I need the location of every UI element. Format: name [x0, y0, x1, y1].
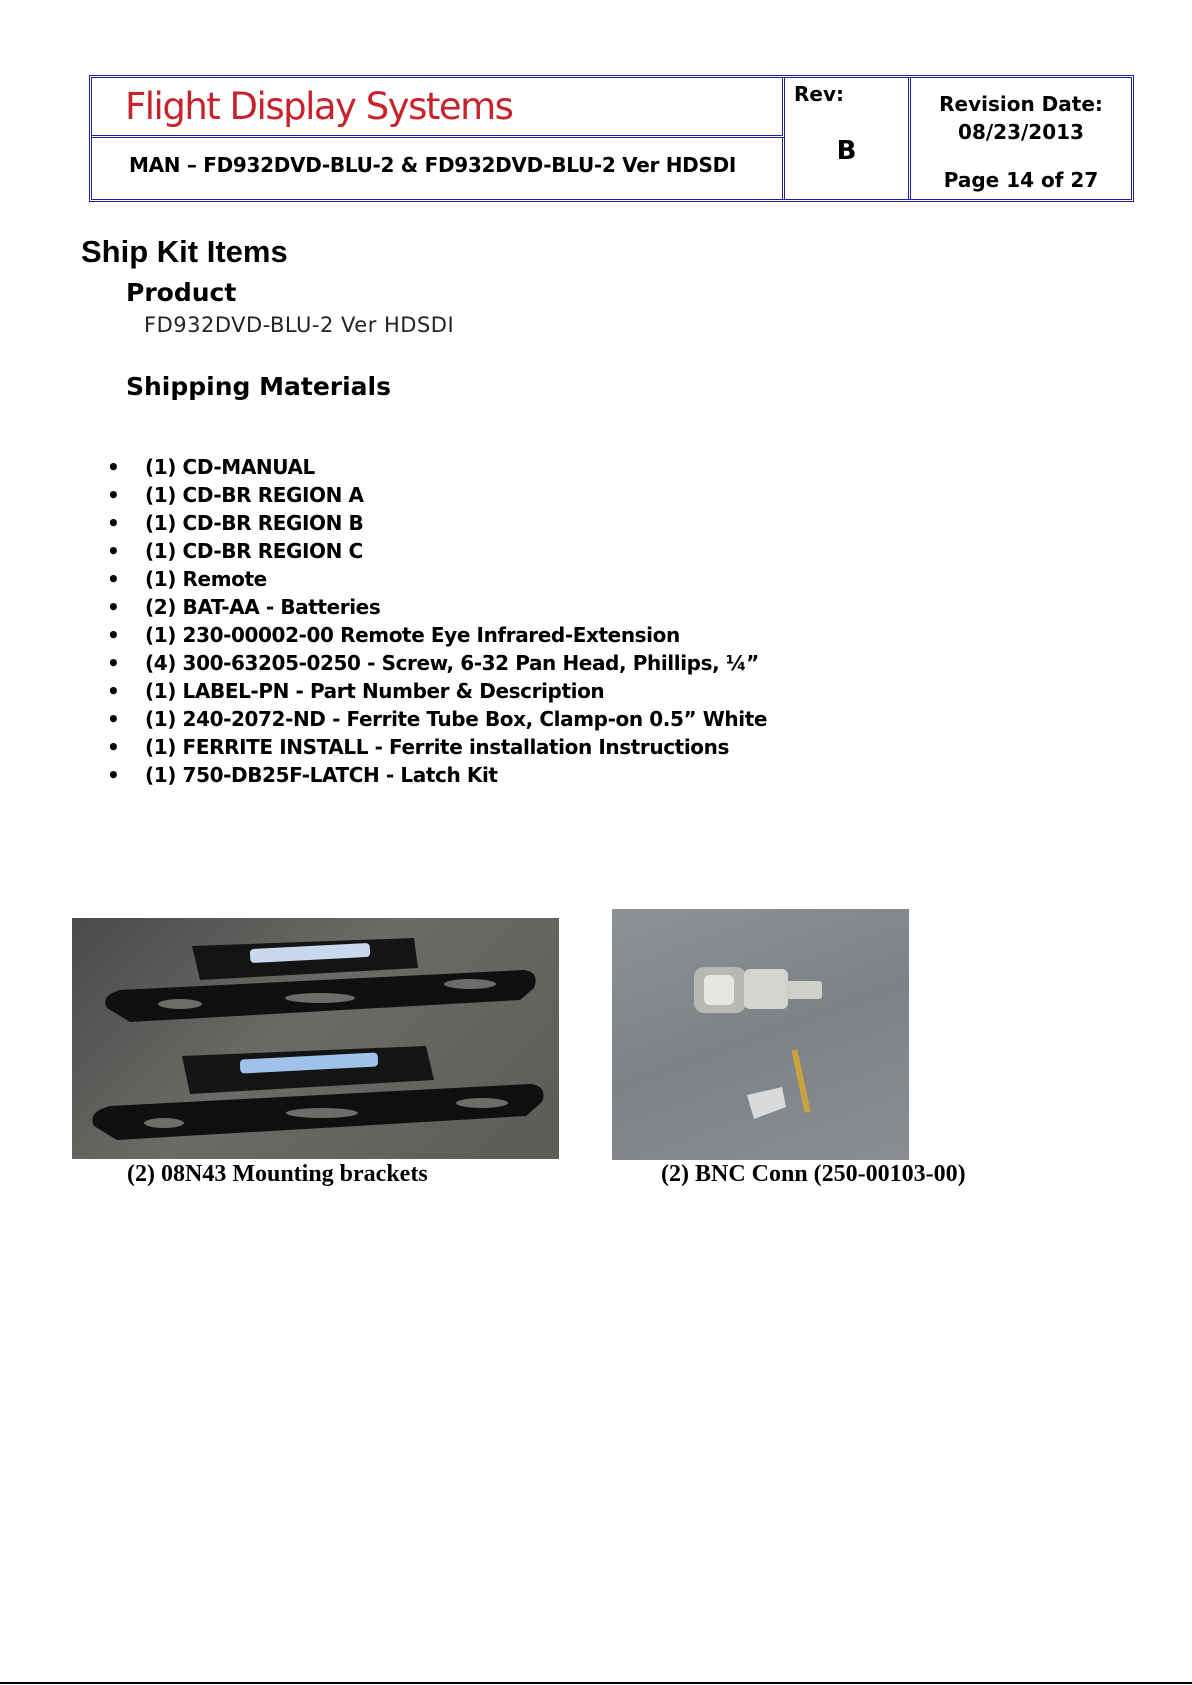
bullet-icon: • [107, 483, 120, 507]
list-item-text: (1) 230-00002-00 Remote Eye Infrared-Extension [145, 623, 680, 647]
bullet-icon: • [107, 511, 120, 535]
list-item [107, 595, 767, 623]
list-item-text: (1) CD-BR REGION B [145, 511, 364, 535]
bullet-icon: • [107, 763, 120, 787]
bullet-icon: • [107, 707, 120, 731]
bullet-icon: • [107, 679, 120, 703]
bnc-caption: (2) BNC Conn (250-00103-00) [661, 1161, 966, 1187]
rev-label: Rev: [794, 82, 844, 106]
list-item-text: (1) CD-BR REGION A [145, 483, 364, 507]
bnc-pin [791, 1049, 810, 1113]
list-item-text: (1) 240-2072-ND - Ferrite Tube Box, Clamp-on 0.5” White [145, 707, 768, 731]
bracket-bottom [92, 1046, 543, 1140]
bullet-icon: • [107, 567, 120, 591]
bottom-rule [0, 1682, 1192, 1684]
list-item-text: (2) BAT-AA - Batteries [145, 595, 381, 619]
revision-date-value: 08/23/2013 [958, 120, 1084, 144]
list-item-text: (1) LABEL-PN - Part Number & Description [145, 679, 605, 703]
mounting-brackets-photo [72, 918, 559, 1159]
ship-kit-list [107, 455, 767, 791]
list-item [107, 539, 767, 567]
list-item-text: (4) 300-63205-0250 - Screw, 6-32 Pan Head, Phillips, ¼” [145, 651, 759, 675]
list-item-text: (1) FERRITE INSTALL - Ferrite installation Instructions [145, 735, 729, 759]
product-name: FD932DVD-BLU-2 Ver HDSDI [144, 313, 455, 337]
page-number: Page 14 of 27 [943, 168, 1099, 192]
bnc-boot [747, 1087, 786, 1119]
shipping-materials-heading: Shipping Materials [126, 372, 392, 401]
list-item-text: (1) Remote [145, 567, 267, 591]
company-logo: Flight Display Systems [125, 85, 513, 128]
header-table [89, 75, 1134, 202]
list-item [107, 707, 767, 735]
revision-cell [785, 78, 911, 199]
bracket-top [105, 938, 535, 1022]
section-title: Ship Kit Items [81, 234, 288, 269]
bnc-connector-illustration [612, 909, 909, 1160]
list-item [107, 735, 767, 763]
bullet-icon: • [107, 595, 120, 619]
list-item-text: (1) CD-MANUAL [145, 455, 315, 479]
list-item-text: (1) CD-BR REGION C [145, 539, 363, 563]
product-heading: Product [126, 278, 237, 307]
list-item [107, 679, 767, 707]
revision-date-cell [911, 78, 1131, 199]
list-item [107, 455, 767, 483]
bullet-icon: • [107, 539, 120, 563]
rev-value: B [836, 136, 857, 166]
bullet-icon: • [107, 651, 120, 675]
list-item [107, 651, 767, 679]
revision-date-label: Revision Date: [939, 92, 1103, 116]
list-item-text: (1) 750-DB25F-LATCH - Latch Kit [145, 763, 498, 787]
list-item [107, 567, 767, 595]
bnc-connector-photo [612, 909, 909, 1160]
bullet-icon: • [107, 455, 120, 479]
list-item [107, 511, 767, 539]
mounting-brackets-illustration [72, 918, 559, 1159]
list-item [107, 763, 767, 791]
bnc-connector-body [694, 967, 822, 1013]
list-item [107, 483, 767, 511]
bullet-icon: • [107, 623, 120, 647]
list-item [107, 623, 767, 651]
brackets-caption: (2) 08N43 Mounting brackets [127, 1161, 428, 1187]
bullet-icon: • [107, 735, 120, 759]
manual-title: MAN – FD932DVD-BLU-2 & FD932DVD-BLU-2 Ver HDSDI [129, 153, 737, 177]
logo-cell [92, 78, 785, 138]
manual-title-cell [92, 138, 785, 199]
